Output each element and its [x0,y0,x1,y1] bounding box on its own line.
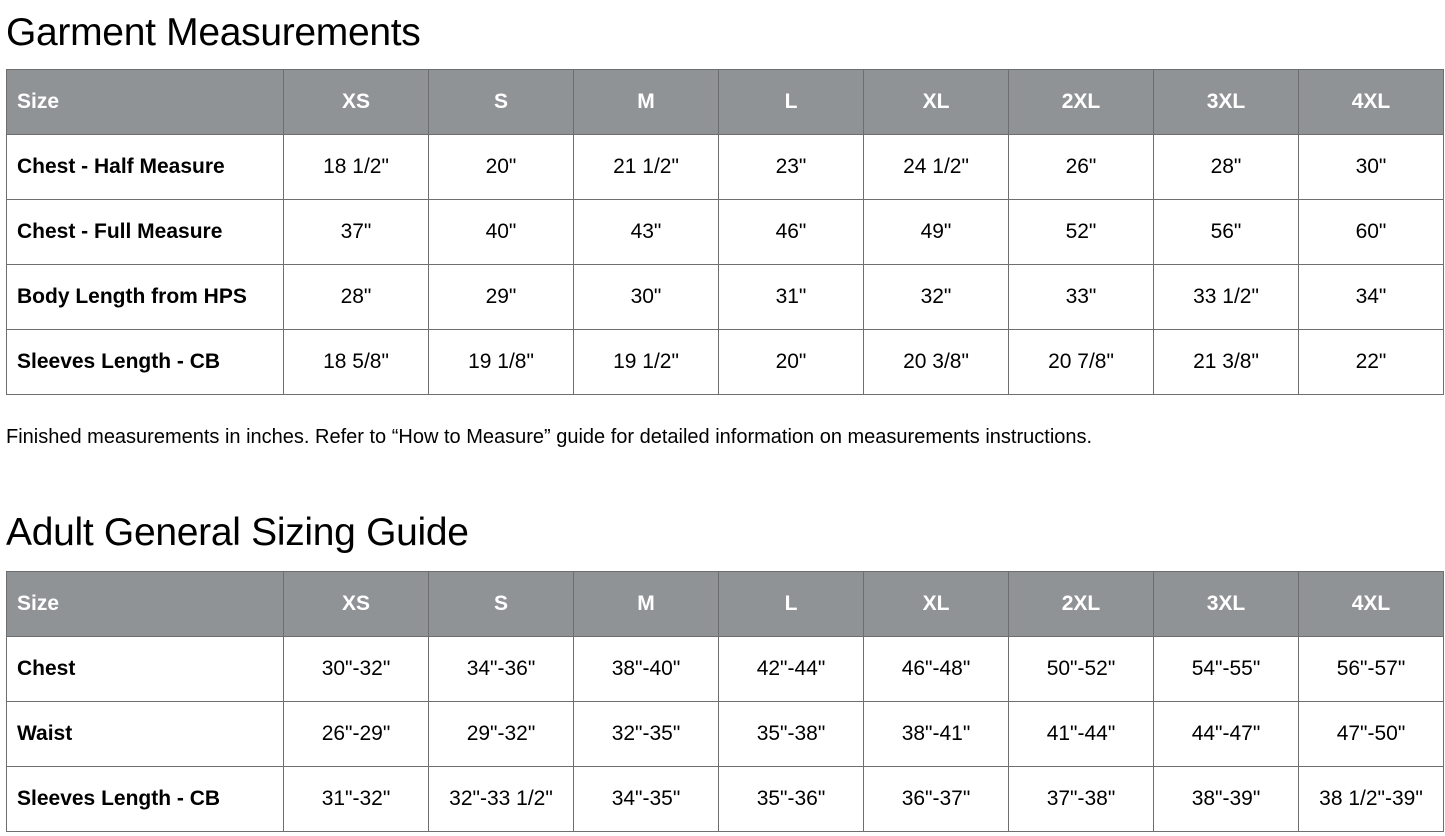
table-cell: 21 3/8" [1154,330,1299,395]
table-row [7,637,1444,702]
table-cell: 35"-38" [719,702,864,767]
table-cell: 46"-48" [864,637,1009,702]
table-cell: 42"-44" [719,637,864,702]
table-cell: 36"-37" [864,767,1009,832]
table-cell: 44"-47" [1154,702,1299,767]
table-cell: 19 1/8" [429,330,574,395]
table-cell: 52" [1009,200,1154,265]
table-cell: 34"-36" [429,637,574,702]
size-header-l: L [719,572,864,637]
table-cell: 47"-50" [1299,702,1444,767]
table-cell: 20" [429,135,574,200]
size-header-4xl: 4XL [1299,572,1444,637]
table-cell: 20 7/8" [1009,330,1154,395]
adult-sizing-guide-title: Adult General Sizing Guide [6,511,469,554]
table-cell: 30"-32" [284,637,429,702]
size-header-xs: XS [284,70,429,135]
table-row [7,330,1444,395]
garment-measurements-table [6,69,1444,395]
table-cell: 54"-55" [1154,637,1299,702]
size-header-2xl: 2XL [1009,70,1154,135]
table-cell: 29" [429,265,574,330]
size-header-label: Size [7,70,284,135]
table-cell: 29"-32" [429,702,574,767]
table-cell: 32"-33 1/2" [429,767,574,832]
size-header-m: M [574,572,719,637]
table-cell: 26" [1009,135,1154,200]
row-label: Chest - Half Measure [7,135,284,200]
table-cell: 50"-52" [1009,637,1154,702]
table-row [7,767,1444,832]
table-cell: 38"-41" [864,702,1009,767]
table-row [7,702,1444,767]
table-cell: 28" [1154,135,1299,200]
size-header-2xl: 2XL [1009,572,1154,637]
table-cell: 32"-35" [574,702,719,767]
table-cell: 21 1/2" [574,135,719,200]
measurement-note: Finished measurements in inches. Refer to “How to Measure” guide for detailed information on measurements instructions. [6,426,1093,448]
size-header-s: S [429,70,574,135]
table-cell: 41"-44" [1009,702,1154,767]
table-cell: 38 1/2"-39" [1299,767,1444,832]
size-header-4xl: 4XL [1299,70,1444,135]
table-header-row [7,70,1444,135]
table-row [7,265,1444,330]
size-header-3xl: 3XL [1154,70,1299,135]
table-cell: 43" [574,200,719,265]
table-cell: 32" [864,265,1009,330]
size-header-m: M [574,70,719,135]
table-cell: 38"-40" [574,637,719,702]
size-header-l: L [719,70,864,135]
table-cell: 37"-38" [1009,767,1154,832]
row-label: Chest [7,637,284,702]
table-cell: 18 5/8" [284,330,429,395]
table-cell: 40" [429,200,574,265]
table-cell: 33" [1009,265,1154,330]
table-cell: 49" [864,200,1009,265]
table-cell: 26"-29" [284,702,429,767]
table-cell: 30" [574,265,719,330]
table-cell: 20" [719,330,864,395]
size-header-s: S [429,572,574,637]
table-cell: 19 1/2" [574,330,719,395]
table-cell: 46" [719,200,864,265]
size-header-xl: XL [864,70,1009,135]
row-label: Sleeves Length - CB [7,330,284,395]
size-header-label: Size [7,572,284,637]
table-row [7,200,1444,265]
table-cell: 23" [719,135,864,200]
table-cell: 35"-36" [719,767,864,832]
garment-measurements-title: Garment Measurements [6,11,421,54]
table-cell: 33 1/2" [1154,265,1299,330]
table-cell: 34"-35" [574,767,719,832]
size-header-3xl: 3XL [1154,572,1299,637]
row-label: Waist [7,702,284,767]
table-cell: 60" [1299,200,1444,265]
size-header-xs: XS [284,572,429,637]
adult-sizing-guide-table [6,571,1444,832]
size-header-xl: XL [864,572,1009,637]
table-header-row [7,572,1444,637]
table-cell: 38"-39" [1154,767,1299,832]
table-cell: 34" [1299,265,1444,330]
table-cell: 30" [1299,135,1444,200]
row-label: Sleeves Length - CB [7,767,284,832]
table-cell: 24 1/2" [864,135,1009,200]
table-cell: 56"-57" [1299,637,1444,702]
table-cell: 18 1/2" [284,135,429,200]
table-row [7,135,1444,200]
table-cell: 20 3/8" [864,330,1009,395]
table-cell: 56" [1154,200,1299,265]
row-label: Body Length from HPS [7,265,284,330]
table-cell: 37" [284,200,429,265]
table-cell: 22" [1299,330,1444,395]
row-label: Chest - Full Measure [7,200,284,265]
table-cell: 31" [719,265,864,330]
table-cell: 31"-32" [284,767,429,832]
table-cell: 28" [284,265,429,330]
